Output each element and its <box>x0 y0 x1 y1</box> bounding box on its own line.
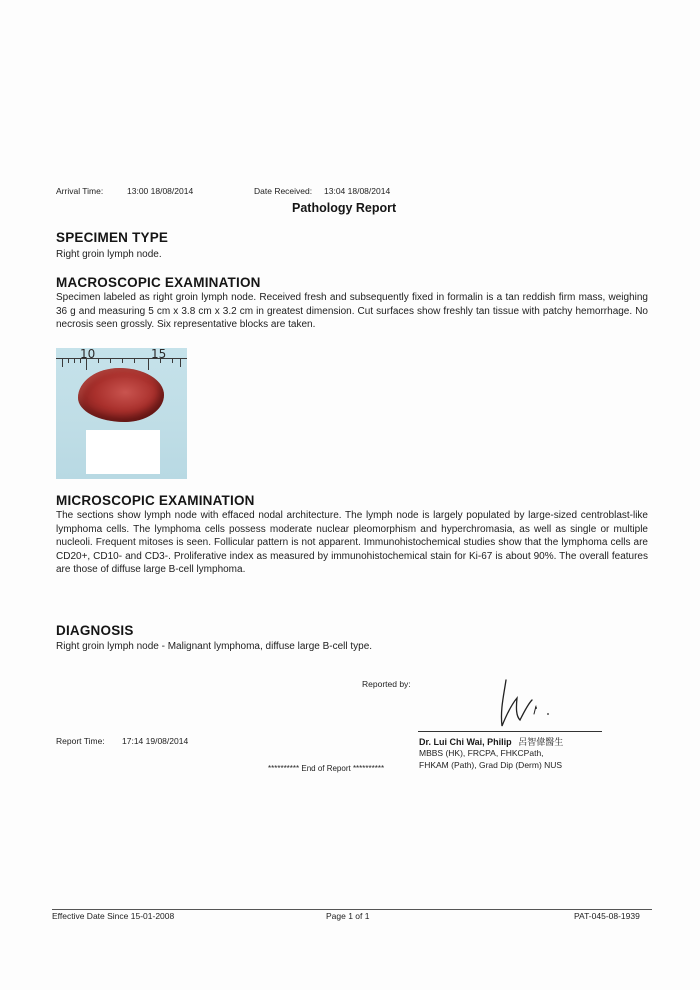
macroscopic-heading: MACROSCOPIC EXAMINATION <box>56 275 261 290</box>
diagnosis-heading: DIAGNOSIS <box>56 623 134 638</box>
ruler-label-10: 10 <box>80 348 96 361</box>
specimen-photo <box>56 348 187 479</box>
footer-page-number: Page 1 of 1 <box>326 911 370 921</box>
footer-divider <box>52 909 652 910</box>
specimen-label-card <box>86 430 160 474</box>
specimen-text: Right groin lymph node. <box>56 249 162 260</box>
doctor-name-chinese: 呂智偉醫生 <box>518 738 564 748</box>
ruler-label-15: 15 <box>151 348 167 361</box>
tissue-specimen <box>78 368 164 422</box>
ruler-tick <box>134 358 135 363</box>
end-of-report: ********** End of Report ********** <box>268 764 385 773</box>
ruler-tick <box>110 358 111 363</box>
ruler-tick <box>68 358 69 363</box>
doctor-name-line <box>419 735 563 748</box>
date-received-label: Date Received: <box>254 186 313 196</box>
doctor-qualifications-1: MBBS (HK), FRCPA, FHKCPath, <box>419 748 544 758</box>
footer-document-code: PAT-045-08-1939 <box>574 911 640 921</box>
diagnosis-text: Right groin lymph node - Malignant lymphoma, diffuse large B-cell type. <box>56 641 373 652</box>
ruler-tick <box>180 358 181 367</box>
arrival-time-value: 13:00 18/08/2014 <box>127 186 194 196</box>
microscopic-heading: MICROSCOPIC EXAMINATION <box>56 493 255 508</box>
doctor-qualifications-2: FHKAM (Path), Grad Dip (Derm) NUS <box>419 760 563 770</box>
reported-by-label: Reported by: <box>362 679 411 689</box>
ruler-tick <box>62 358 63 367</box>
ruler-tick <box>172 358 173 363</box>
signature-line <box>418 731 602 732</box>
macroscopic-text: Specimen labeled as right groin lymph node. Received fresh and subsequently fixed in formalin is a tan reddish firm mass, weighing 36 g and measuring 5 cm x 3.8 cm x 3.2 cm in greatest dimension. Cut surfaces show freshly tan tissue with patchy hemorrhage. No necrosis seen grossly. Six representative blocks are taken. <box>56 292 648 331</box>
ruler-tick <box>148 358 149 370</box>
arrival-time-label: Arrival Time: <box>56 186 104 196</box>
report-title: Pathology Report <box>292 201 397 215</box>
signature <box>490 676 560 732</box>
report-time-label: Report Time: <box>56 736 105 746</box>
date-received-value: 13:04 18/08/2014 <box>324 186 391 196</box>
ruler-tick <box>98 358 99 363</box>
ruler-tick <box>74 358 75 363</box>
footer-effective-date: Effective Date Since 15-01-2008 <box>52 911 175 921</box>
ruler-tick <box>122 358 123 363</box>
microscopic-text: The sections show lymph node with effaced nodal architecture. The lymph node is largely populated by large-sized centroblast-like lymphoma cells. The lymphoma cells possess moderate nuclear pleomorphism and hyperchromasia, as well as single or multiple nucleoli. Frequent mitoses is seen. Follicular pattern is not apparent. Immunohistochemical studies show that the lymphoma cells are CD20+, CD10- and CD3-. Proliferative index as measured by immunohistochemical stain for Ki-67 is about 90%. The overall features are those of diffuse large B-cell lymphoma. <box>56 510 648 576</box>
report-time-value: 17:14 19/08/2014 <box>122 736 189 746</box>
doctor-name: Dr. Lui Chi Wai, Philip <box>419 737 512 747</box>
specimen-heading: SPECIMEN TYPE <box>56 230 169 245</box>
